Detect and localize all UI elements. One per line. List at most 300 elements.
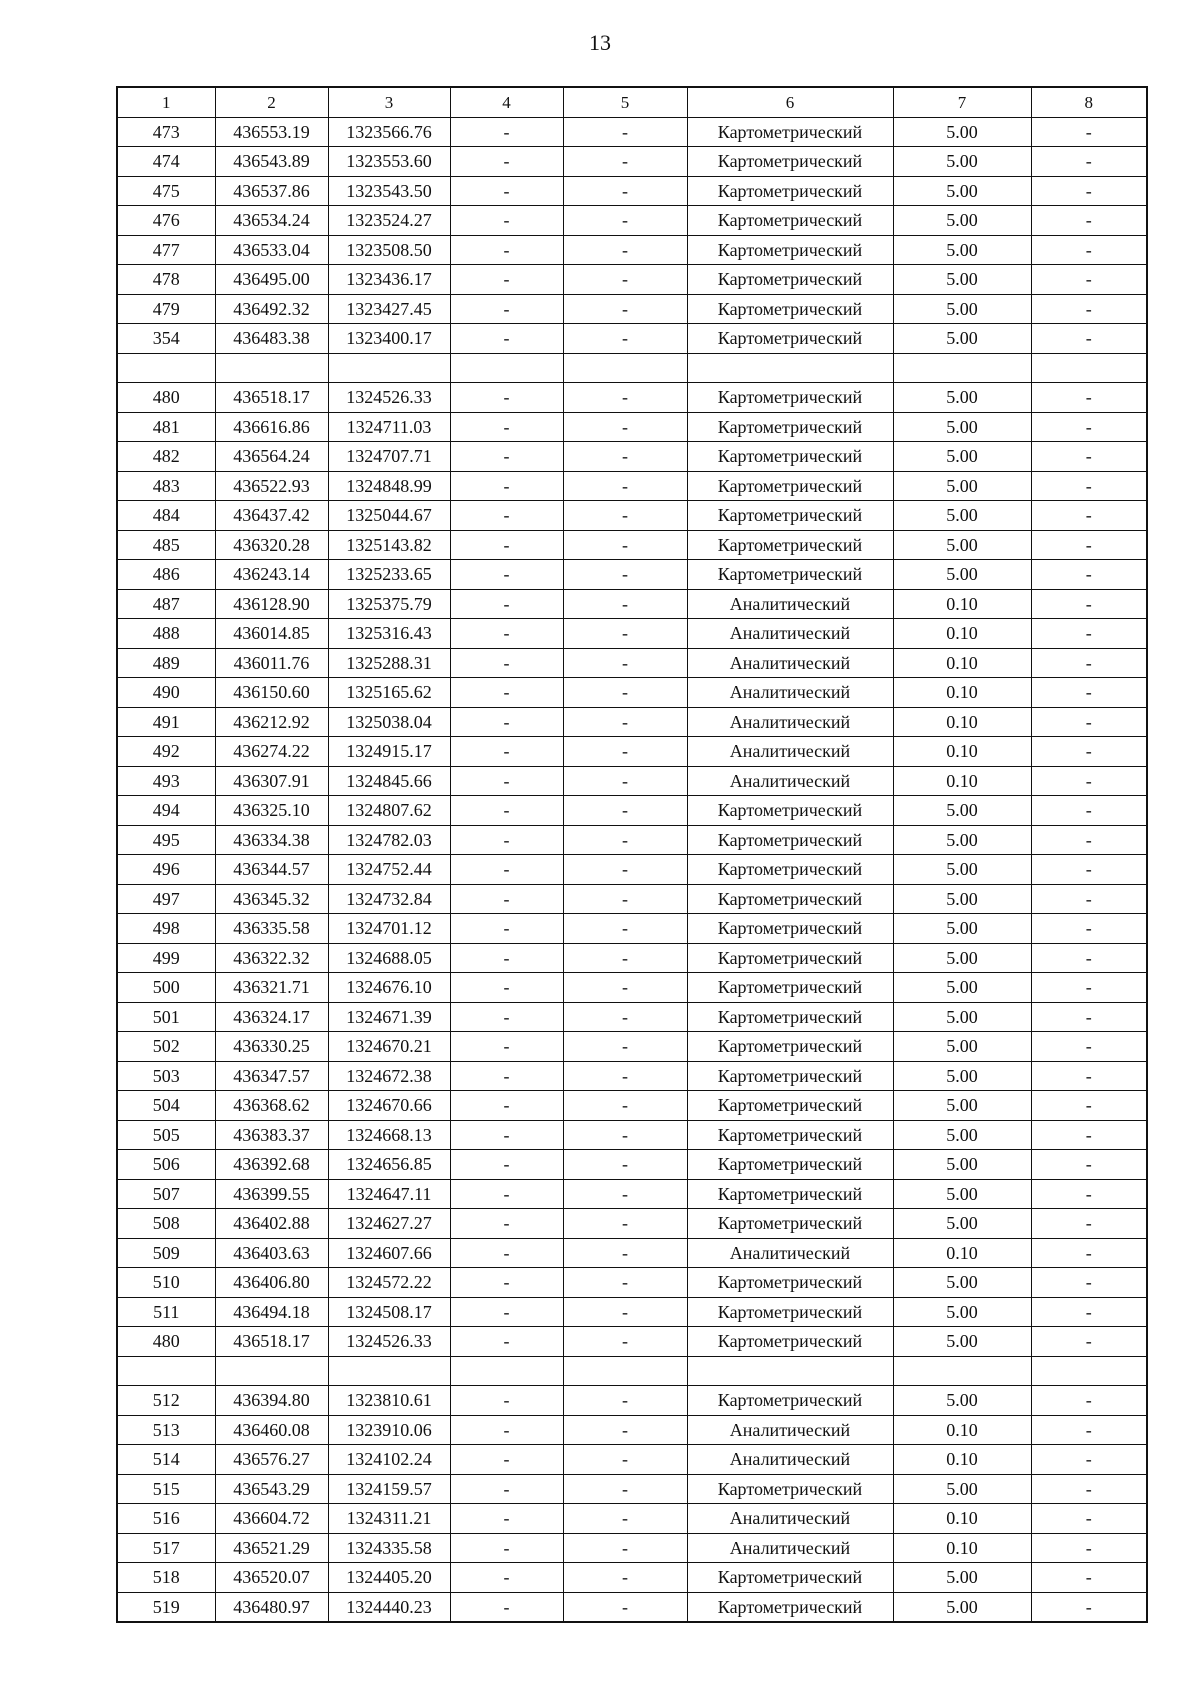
col4-cell: -	[450, 1091, 563, 1121]
y-coordinate-cell: 1325288.31	[328, 648, 450, 678]
accuracy-cell: 0.10	[893, 1445, 1031, 1475]
col4-cell: -	[450, 796, 563, 826]
col4-cell: -	[450, 1563, 563, 1593]
table-row	[117, 884, 1147, 914]
method-cell: Картометрический	[687, 796, 893, 826]
x-coordinate-cell: 436150.60	[215, 678, 328, 708]
accuracy-cell: 5.00	[893, 147, 1031, 177]
col8-cell: -	[1031, 442, 1147, 472]
accuracy-cell: 5.00	[893, 1386, 1031, 1416]
col4-cell: -	[450, 1297, 563, 1327]
col8-cell: -	[1031, 796, 1147, 826]
accuracy-cell: 5.00	[893, 324, 1031, 354]
col5-cell: -	[563, 176, 687, 206]
col5-cell: -	[563, 796, 687, 826]
accuracy-cell: 5.00	[893, 1327, 1031, 1357]
col5-cell: -	[563, 501, 687, 531]
col8-cell: -	[1031, 471, 1147, 501]
col8-cell: -	[1031, 1268, 1147, 1298]
table-row	[117, 1238, 1147, 1268]
y-coordinate-cell: 1325316.43	[328, 619, 450, 649]
col4-cell: -	[450, 1386, 563, 1416]
method-cell: Картометрический	[687, 501, 893, 531]
table-row	[117, 678, 1147, 708]
col4-cell: -	[450, 737, 563, 767]
x-coordinate-cell: 436402.88	[215, 1209, 328, 1239]
col5-cell: -	[563, 678, 687, 708]
point-number-cell: 510	[117, 1268, 215, 1298]
point-number-cell: 354	[117, 324, 215, 354]
method-cell: Картометрический	[687, 1091, 893, 1121]
col4-cell: -	[450, 589, 563, 619]
point-number-cell: 493	[117, 766, 215, 796]
y-coordinate-cell: 1324572.22	[328, 1268, 450, 1298]
col8-cell: -	[1031, 1150, 1147, 1180]
accuracy-cell: 0.10	[893, 1238, 1031, 1268]
point-number-cell: 503	[117, 1061, 215, 1091]
table-row	[117, 1327, 1147, 1357]
col8-cell: -	[1031, 648, 1147, 678]
method-cell: Картометрический	[687, 383, 893, 413]
y-coordinate-cell: 1324335.58	[328, 1533, 450, 1563]
point-number-cell: 491	[117, 707, 215, 737]
x-coordinate-cell: 436392.68	[215, 1150, 328, 1180]
col8-cell: -	[1031, 1592, 1147, 1622]
table-row	[117, 530, 1147, 560]
table-row	[117, 648, 1147, 678]
col8-cell	[1031, 353, 1147, 383]
y-coordinate-cell: 1324311.21	[328, 1504, 450, 1534]
accuracy-cell: 5.00	[893, 560, 1031, 590]
table-row	[117, 1474, 1147, 1504]
accuracy-cell: 5.00	[893, 855, 1031, 885]
table-row	[117, 914, 1147, 944]
table-row	[117, 501, 1147, 531]
col4-cell: -	[450, 294, 563, 324]
col5-cell: -	[563, 766, 687, 796]
col8-cell: -	[1031, 973, 1147, 1003]
point-number-cell: 502	[117, 1032, 215, 1062]
accuracy-cell: 5.00	[893, 265, 1031, 295]
col8-cell: -	[1031, 1091, 1147, 1121]
col4-cell: -	[450, 973, 563, 1003]
method-cell: Картометрический	[687, 206, 893, 236]
accuracy-cell: 5.00	[893, 1592, 1031, 1622]
table-row	[117, 1061, 1147, 1091]
method-cell: Картометрический	[687, 412, 893, 442]
point-number-cell: 519	[117, 1592, 215, 1622]
accuracy-cell: 5.00	[893, 1179, 1031, 1209]
method-cell: Аналитический	[687, 1533, 893, 1563]
table-row	[117, 560, 1147, 590]
col8-cell: -	[1031, 1415, 1147, 1445]
method-cell: Картометрический	[687, 825, 893, 855]
col5-cell: -	[563, 619, 687, 649]
point-number-cell: 490	[117, 678, 215, 708]
method-cell: Картометрический	[687, 973, 893, 1003]
point-number-cell: 494	[117, 796, 215, 826]
col4-cell: -	[450, 1238, 563, 1268]
accuracy-cell: 5.00	[893, 825, 1031, 855]
method-cell: Картометрический	[687, 1120, 893, 1150]
point-number-cell: 515	[117, 1474, 215, 1504]
col5-cell: -	[563, 589, 687, 619]
table-row	[117, 1563, 1147, 1593]
col5-cell: -	[563, 147, 687, 177]
y-coordinate-cell: 1324670.21	[328, 1032, 450, 1062]
col4-cell: -	[450, 914, 563, 944]
x-coordinate-cell: 436543.29	[215, 1474, 328, 1504]
x-coordinate-cell: 436330.25	[215, 1032, 328, 1062]
method-cell: Аналитический	[687, 737, 893, 767]
accuracy-cell: 5.00	[893, 176, 1031, 206]
col8-cell: -	[1031, 884, 1147, 914]
col5-cell: -	[563, 1179, 687, 1209]
col4-cell: -	[450, 265, 563, 295]
accuracy-cell: 0.10	[893, 707, 1031, 737]
table-row	[117, 766, 1147, 796]
x-coordinate-cell: 436322.32	[215, 943, 328, 973]
accuracy-cell: 0.10	[893, 737, 1031, 767]
table-row	[117, 294, 1147, 324]
accuracy-cell: 0.10	[893, 648, 1031, 678]
y-coordinate-cell: 1323427.45	[328, 294, 450, 324]
col5-cell: -	[563, 884, 687, 914]
accuracy-cell: 5.00	[893, 1120, 1031, 1150]
col8-cell: -	[1031, 1120, 1147, 1150]
y-coordinate-cell: 1324647.11	[328, 1179, 450, 1209]
table-row	[117, 825, 1147, 855]
table-row	[117, 1120, 1147, 1150]
method-cell: Картометрический	[687, 1592, 893, 1622]
table-row	[117, 1504, 1147, 1534]
table-row	[117, 737, 1147, 767]
table-row	[117, 589, 1147, 619]
y-coordinate-cell: 1324782.03	[328, 825, 450, 855]
x-coordinate-cell: 436334.38	[215, 825, 328, 855]
method-cell: Аналитический	[687, 1504, 893, 1534]
accuracy-cell: 5.00	[893, 530, 1031, 560]
col5-cell: -	[563, 442, 687, 472]
col4-cell: -	[450, 147, 563, 177]
method-cell: Картометрический	[687, 914, 893, 944]
point-number-cell: 500	[117, 973, 215, 1003]
table-row	[117, 619, 1147, 649]
col5-cell: -	[563, 1563, 687, 1593]
point-number-cell: 512	[117, 1386, 215, 1416]
x-coordinate-cell: 436522.93	[215, 471, 328, 501]
table-row	[117, 1415, 1147, 1445]
col5-cell: -	[563, 1445, 687, 1475]
table-row	[117, 1592, 1147, 1622]
col5-cell: -	[563, 412, 687, 442]
col4-cell: -	[450, 560, 563, 590]
coordinates-table	[116, 86, 1148, 1623]
x-coordinate-cell: 436520.07	[215, 1563, 328, 1593]
accuracy-cell: 0.10	[893, 1504, 1031, 1534]
col5-cell: -	[563, 943, 687, 973]
point-number-cell	[117, 1356, 215, 1386]
accuracy-cell: 5.00	[893, 1474, 1031, 1504]
col8-cell: -	[1031, 294, 1147, 324]
col8-cell: -	[1031, 737, 1147, 767]
method-cell: Аналитический	[687, 1238, 893, 1268]
x-coordinate-cell: 436604.72	[215, 1504, 328, 1534]
column-header: 1	[117, 87, 215, 117]
x-coordinate-cell: 436521.29	[215, 1533, 328, 1563]
y-coordinate-cell: 1324845.66	[328, 766, 450, 796]
col4-cell: -	[450, 619, 563, 649]
method-cell: Картометрический	[687, 294, 893, 324]
x-coordinate-cell: 436011.76	[215, 648, 328, 678]
col8-cell: -	[1031, 412, 1147, 442]
y-coordinate-cell: 1324672.38	[328, 1061, 450, 1091]
method-cell: Аналитический	[687, 766, 893, 796]
y-coordinate-cell	[328, 353, 450, 383]
x-coordinate-cell: 436243.14	[215, 560, 328, 590]
col4-cell: -	[450, 235, 563, 265]
x-coordinate-cell: 436460.08	[215, 1415, 328, 1445]
method-cell	[687, 353, 893, 383]
col4-cell: -	[450, 1209, 563, 1239]
point-number-cell: 504	[117, 1091, 215, 1121]
method-cell: Аналитический	[687, 589, 893, 619]
point-number-cell: 478	[117, 265, 215, 295]
y-coordinate-cell: 1325038.04	[328, 707, 450, 737]
point-number-cell: 509	[117, 1238, 215, 1268]
point-number-cell: 482	[117, 442, 215, 472]
col8-cell: -	[1031, 678, 1147, 708]
col8-cell: -	[1031, 1209, 1147, 1239]
point-number-cell: 492	[117, 737, 215, 767]
col4-cell: -	[450, 943, 563, 973]
col4-cell: -	[450, 1179, 563, 1209]
method-cell: Картометрический	[687, 235, 893, 265]
col4-cell: -	[450, 471, 563, 501]
point-number-cell: 476	[117, 206, 215, 236]
x-coordinate-cell: 436399.55	[215, 1179, 328, 1209]
y-coordinate-cell: 1324627.27	[328, 1209, 450, 1239]
accuracy-cell: 0.10	[893, 766, 1031, 796]
x-coordinate-cell: 436495.00	[215, 265, 328, 295]
col4-cell: -	[450, 117, 563, 147]
table-row	[117, 471, 1147, 501]
col5-cell: -	[563, 648, 687, 678]
col8-cell: -	[1031, 1504, 1147, 1534]
table-row	[117, 1533, 1147, 1563]
col5-cell: -	[563, 1386, 687, 1416]
y-coordinate-cell: 1324752.44	[328, 855, 450, 885]
method-cell: Аналитический	[687, 1415, 893, 1445]
col5-cell: -	[563, 530, 687, 560]
method-cell: Картометрический	[687, 117, 893, 147]
col5-cell: -	[563, 560, 687, 590]
col5-cell: -	[563, 1533, 687, 1563]
method-cell: Аналитический	[687, 1445, 893, 1475]
col5-cell: -	[563, 1238, 687, 1268]
col4-cell: -	[450, 884, 563, 914]
x-coordinate-cell: 436325.10	[215, 796, 328, 826]
y-coordinate-cell: 1324656.85	[328, 1150, 450, 1180]
col8-cell: -	[1031, 1032, 1147, 1062]
col8-cell: -	[1031, 1563, 1147, 1593]
method-cell: Картометрический	[687, 1474, 893, 1504]
y-coordinate-cell: 1323566.76	[328, 117, 450, 147]
point-number-cell: 485	[117, 530, 215, 560]
accuracy-cell: 5.00	[893, 943, 1031, 973]
accuracy-cell: 0.10	[893, 589, 1031, 619]
x-coordinate-cell: 436492.32	[215, 294, 328, 324]
point-number-cell: 513	[117, 1415, 215, 1445]
col5-cell: -	[563, 855, 687, 885]
x-coordinate-cell: 436518.17	[215, 383, 328, 413]
x-coordinate-cell: 436553.19	[215, 117, 328, 147]
y-coordinate-cell: 1324670.66	[328, 1091, 450, 1121]
x-coordinate-cell: 436128.90	[215, 589, 328, 619]
y-coordinate-cell: 1324671.39	[328, 1002, 450, 1032]
col4-cell: -	[450, 1474, 563, 1504]
x-coordinate-cell: 436321.71	[215, 973, 328, 1003]
y-coordinate-cell: 1324526.33	[328, 1327, 450, 1357]
col5-cell: -	[563, 265, 687, 295]
accuracy-cell: 5.00	[893, 442, 1031, 472]
point-number-cell: 499	[117, 943, 215, 973]
column-header: 5	[563, 87, 687, 117]
col8-cell: -	[1031, 147, 1147, 177]
x-coordinate-cell: 436616.86	[215, 412, 328, 442]
col8-cell: -	[1031, 914, 1147, 944]
accuracy-cell: 5.00	[893, 383, 1031, 413]
x-coordinate-cell: 436345.32	[215, 884, 328, 914]
table-row	[117, 176, 1147, 206]
y-coordinate-cell: 1324508.17	[328, 1297, 450, 1327]
col5-cell: -	[563, 707, 687, 737]
col5-cell	[563, 1356, 687, 1386]
col8-cell: -	[1031, 1179, 1147, 1209]
col5-cell: -	[563, 1327, 687, 1357]
table-row	[117, 1209, 1147, 1239]
x-coordinate-cell: 436437.42	[215, 501, 328, 531]
x-coordinate-cell: 436533.04	[215, 235, 328, 265]
y-coordinate-cell: 1324701.12	[328, 914, 450, 944]
table-row	[117, 235, 1147, 265]
method-cell: Картометрический	[687, 1179, 893, 1209]
y-coordinate-cell: 1323400.17	[328, 324, 450, 354]
accuracy-cell: 5.00	[893, 294, 1031, 324]
x-coordinate-cell: 436564.24	[215, 442, 328, 472]
method-cell: Картометрический	[687, 1061, 893, 1091]
x-coordinate-cell: 436320.28	[215, 530, 328, 560]
method-cell: Картометрический	[687, 1002, 893, 1032]
point-number-cell: 508	[117, 1209, 215, 1239]
accuracy-cell: 5.00	[893, 471, 1031, 501]
col4-cell: -	[450, 442, 563, 472]
x-coordinate-cell: 436480.97	[215, 1592, 328, 1622]
table-row	[117, 1386, 1147, 1416]
accuracy-cell: 5.00	[893, 1563, 1031, 1593]
col4-cell: -	[450, 1592, 563, 1622]
col5-cell: -	[563, 825, 687, 855]
x-coordinate-cell: 436335.58	[215, 914, 328, 944]
accuracy-cell: 5.00	[893, 1150, 1031, 1180]
col4-cell: -	[450, 1415, 563, 1445]
x-coordinate-cell: 436543.89	[215, 147, 328, 177]
col5-cell: -	[563, 973, 687, 1003]
point-number-cell: 507	[117, 1179, 215, 1209]
col4-cell: -	[450, 206, 563, 236]
col8-cell: -	[1031, 1474, 1147, 1504]
point-number-cell: 511	[117, 1297, 215, 1327]
method-cell: Картометрический	[687, 530, 893, 560]
y-coordinate-cell: 1325375.79	[328, 589, 450, 619]
table-row	[117, 147, 1147, 177]
y-coordinate-cell: 1324676.10	[328, 973, 450, 1003]
col4-cell: -	[450, 176, 563, 206]
table-row	[117, 383, 1147, 413]
table-row	[117, 412, 1147, 442]
accuracy-cell: 5.00	[893, 501, 1031, 531]
x-coordinate-cell: 436534.24	[215, 206, 328, 236]
col4-cell	[450, 353, 563, 383]
point-number-cell: 480	[117, 383, 215, 413]
y-coordinate-cell: 1323910.06	[328, 1415, 450, 1445]
table-body	[117, 117, 1147, 1622]
accuracy-cell: 0.10	[893, 1415, 1031, 1445]
col4-cell: -	[450, 855, 563, 885]
point-number-cell: 475	[117, 176, 215, 206]
accuracy-cell: 0.10	[893, 678, 1031, 708]
table-row	[117, 796, 1147, 826]
x-coordinate-cell: 436274.22	[215, 737, 328, 767]
y-coordinate-cell: 1324688.05	[328, 943, 450, 973]
x-coordinate-cell: 436014.85	[215, 619, 328, 649]
y-coordinate-cell: 1325233.65	[328, 560, 450, 590]
y-coordinate-cell: 1323436.17	[328, 265, 450, 295]
point-number-cell: 477	[117, 235, 215, 265]
table-row	[117, 265, 1147, 295]
col4-cell: -	[450, 1150, 563, 1180]
point-number-cell: 514	[117, 1445, 215, 1475]
col8-cell: -	[1031, 265, 1147, 295]
y-coordinate-cell: 1323543.50	[328, 176, 450, 206]
point-number-cell: 501	[117, 1002, 215, 1032]
col5-cell: -	[563, 1415, 687, 1445]
column-header: 2	[215, 87, 328, 117]
x-coordinate-cell: 436383.37	[215, 1120, 328, 1150]
accuracy-cell: 5.00	[893, 914, 1031, 944]
col4-cell: -	[450, 1445, 563, 1475]
col5-cell: -	[563, 294, 687, 324]
col4-cell: -	[450, 707, 563, 737]
method-cell: Картометрический	[687, 855, 893, 885]
table-row	[117, 1032, 1147, 1062]
col4-cell: -	[450, 1533, 563, 1563]
table-row	[117, 1150, 1147, 1180]
point-number-cell: 473	[117, 117, 215, 147]
col8-cell: -	[1031, 943, 1147, 973]
col8-cell: -	[1031, 530, 1147, 560]
point-number-cell: 489	[117, 648, 215, 678]
table-row	[117, 1091, 1147, 1121]
y-coordinate-cell: 1324159.57	[328, 1474, 450, 1504]
y-coordinate-cell: 1324607.66	[328, 1238, 450, 1268]
table-row	[117, 1297, 1147, 1327]
accuracy-cell: 5.00	[893, 206, 1031, 236]
col4-cell: -	[450, 324, 563, 354]
x-coordinate-cell: 436307.91	[215, 766, 328, 796]
col8-cell: -	[1031, 117, 1147, 147]
accuracy-cell: 5.00	[893, 117, 1031, 147]
